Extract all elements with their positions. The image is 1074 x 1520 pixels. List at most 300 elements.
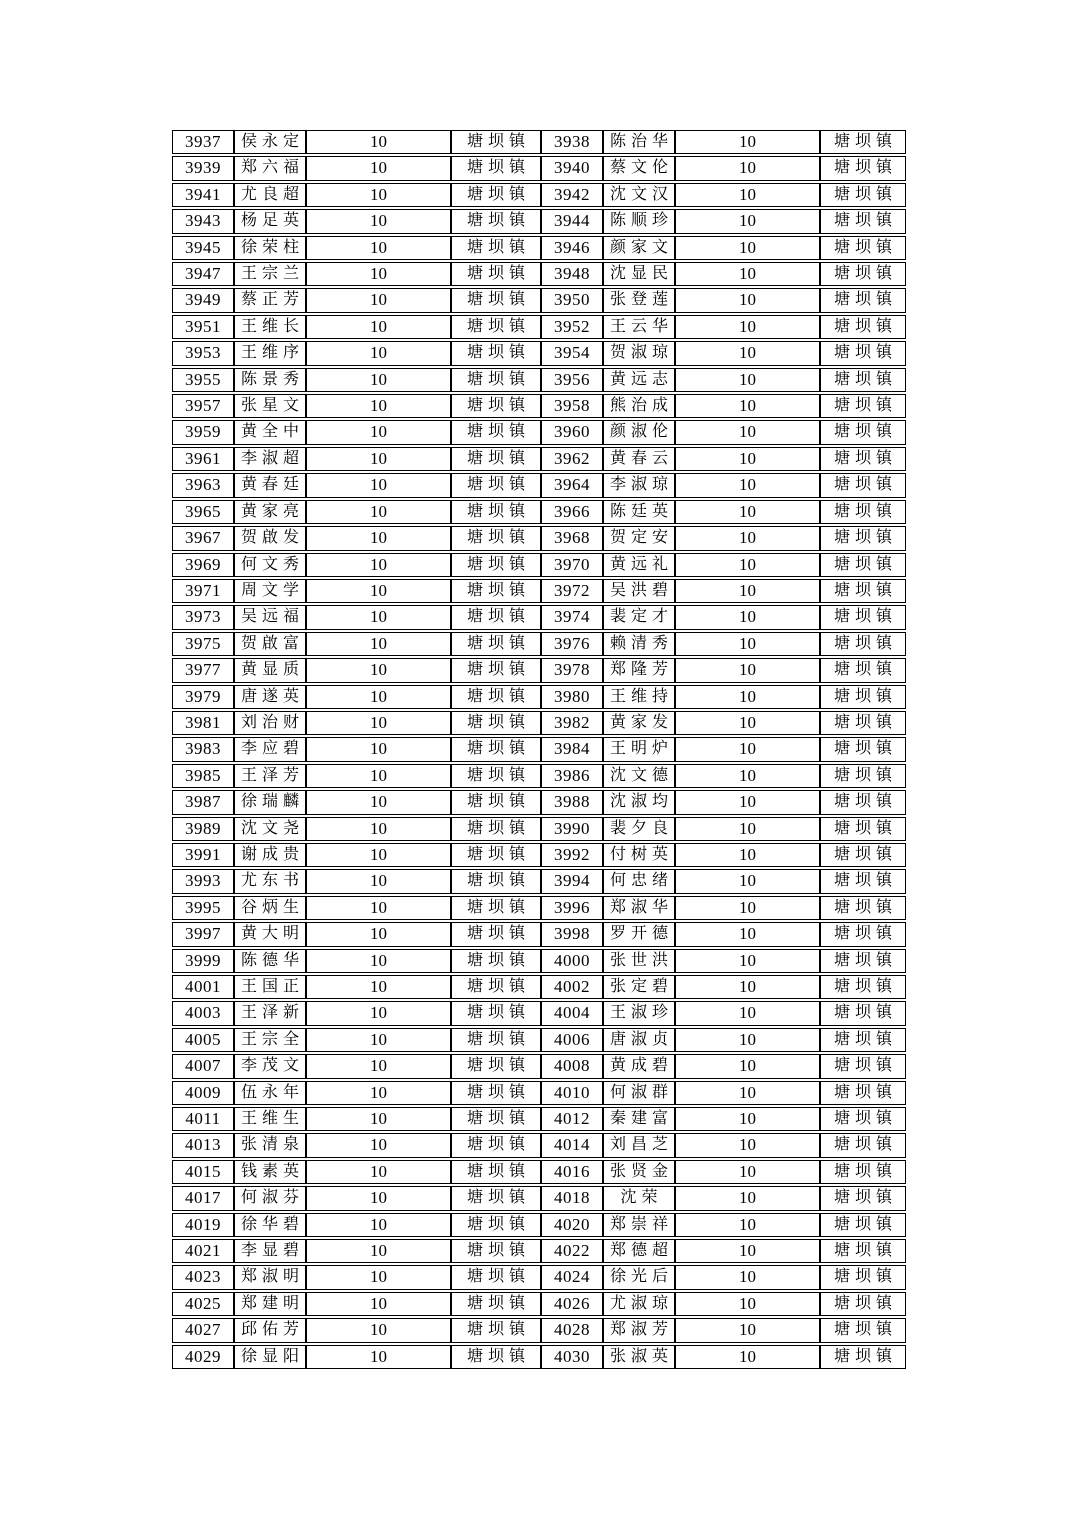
table-row bbox=[172, 526, 906, 550]
person-name-right: 郑隆芳 bbox=[603, 658, 675, 682]
amount-right: 10 bbox=[675, 500, 820, 524]
person-name-right: 付树英 bbox=[603, 843, 675, 867]
person-name-left: 蔡正芳 bbox=[234, 288, 306, 312]
table-row bbox=[172, 711, 906, 735]
town-left: 塘坝镇 bbox=[451, 420, 541, 444]
town-left: 塘坝镇 bbox=[451, 817, 541, 841]
town-right: 塘坝镇 bbox=[820, 1133, 906, 1157]
person-name-right: 黄远礼 bbox=[603, 553, 675, 577]
town-right: 塘坝镇 bbox=[820, 236, 906, 260]
serial-number-left: 4029 bbox=[172, 1345, 234, 1369]
table-row bbox=[172, 843, 906, 867]
amount-right: 10 bbox=[675, 869, 820, 893]
amount-left: 10 bbox=[306, 896, 451, 920]
person-name-right: 郑淑芳 bbox=[603, 1318, 675, 1342]
serial-number-left: 3993 bbox=[172, 869, 234, 893]
serial-number-right: 4002 bbox=[541, 975, 603, 999]
person-name-left: 陈德华 bbox=[234, 949, 306, 973]
amount-left: 10 bbox=[306, 236, 451, 260]
serial-number-right: 3968 bbox=[541, 526, 603, 550]
person-name-right: 黄远志 bbox=[603, 368, 675, 392]
town-right: 塘坝镇 bbox=[820, 790, 906, 814]
person-name-right: 张定碧 bbox=[603, 975, 675, 999]
amount-left: 10 bbox=[306, 975, 451, 999]
amount-right: 10 bbox=[675, 685, 820, 709]
table-row bbox=[172, 975, 906, 999]
serial-number-right: 3938 bbox=[541, 130, 603, 154]
amount-left: 10 bbox=[306, 156, 451, 180]
town-right: 塘坝镇 bbox=[820, 869, 906, 893]
serial-number-left: 3981 bbox=[172, 711, 234, 735]
table-row bbox=[172, 1081, 906, 1105]
amount-right: 10 bbox=[675, 1054, 820, 1078]
amount-right: 10 bbox=[675, 579, 820, 603]
serial-number-right: 3972 bbox=[541, 579, 603, 603]
serial-number-left: 3941 bbox=[172, 183, 234, 207]
person-name-right: 裴夕良 bbox=[603, 817, 675, 841]
person-name-right: 王淑珍 bbox=[603, 1001, 675, 1025]
town-right: 塘坝镇 bbox=[820, 737, 906, 761]
serial-number-left: 4007 bbox=[172, 1054, 234, 1078]
amount-left: 10 bbox=[306, 262, 451, 286]
amount-right: 10 bbox=[675, 1345, 820, 1369]
town-right: 塘坝镇 bbox=[820, 1345, 906, 1369]
town-left: 塘坝镇 bbox=[451, 288, 541, 312]
town-right: 塘坝镇 bbox=[820, 579, 906, 603]
person-name-left: 张星文 bbox=[234, 394, 306, 418]
town-left: 塘坝镇 bbox=[451, 869, 541, 893]
table-row bbox=[172, 500, 906, 524]
serial-number-right: 3944 bbox=[541, 209, 603, 233]
person-name-left: 周文学 bbox=[234, 579, 306, 603]
serial-number-right: 3948 bbox=[541, 262, 603, 286]
person-name-right: 张世洪 bbox=[603, 949, 675, 973]
amount-left: 10 bbox=[306, 341, 451, 365]
serial-number-left: 3943 bbox=[172, 209, 234, 233]
table-row bbox=[172, 817, 906, 841]
serial-number-left: 4025 bbox=[172, 1292, 234, 1316]
town-right: 塘坝镇 bbox=[820, 368, 906, 392]
town-left: 塘坝镇 bbox=[451, 447, 541, 471]
person-name-left: 王泽新 bbox=[234, 1001, 306, 1025]
amount-left: 10 bbox=[306, 1133, 451, 1157]
person-name-right: 王维持 bbox=[603, 685, 675, 709]
town-left: 塘坝镇 bbox=[451, 843, 541, 867]
town-right: 塘坝镇 bbox=[820, 1213, 906, 1237]
amount-left: 10 bbox=[306, 420, 451, 444]
person-name-left: 徐华碧 bbox=[234, 1213, 306, 1237]
amount-right: 10 bbox=[675, 341, 820, 365]
table-row bbox=[172, 1028, 906, 1052]
table-row bbox=[172, 315, 906, 339]
serial-number-left: 4003 bbox=[172, 1001, 234, 1025]
serial-number-left: 3987 bbox=[172, 790, 234, 814]
table-row bbox=[172, 183, 906, 207]
town-right: 塘坝镇 bbox=[820, 1318, 906, 1342]
amount-left: 10 bbox=[306, 1265, 451, 1289]
amount-left: 10 bbox=[306, 209, 451, 233]
amount-left: 10 bbox=[306, 183, 451, 207]
serial-number-right: 3998 bbox=[541, 922, 603, 946]
town-right: 塘坝镇 bbox=[820, 764, 906, 788]
amount-left: 10 bbox=[306, 1318, 451, 1342]
town-right: 塘坝镇 bbox=[820, 420, 906, 444]
town-left: 塘坝镇 bbox=[451, 156, 541, 180]
table-row bbox=[172, 790, 906, 814]
person-name-left: 王宗兰 bbox=[234, 262, 306, 286]
amount-left: 10 bbox=[306, 817, 451, 841]
serial-number-left: 3983 bbox=[172, 737, 234, 761]
town-left: 塘坝镇 bbox=[451, 949, 541, 973]
serial-number-right: 3984 bbox=[541, 737, 603, 761]
person-name-right: 张贤金 bbox=[603, 1160, 675, 1184]
person-name-right: 刘昌芝 bbox=[603, 1133, 675, 1157]
serial-number-left: 4021 bbox=[172, 1239, 234, 1263]
town-right: 塘坝镇 bbox=[820, 209, 906, 233]
town-right: 塘坝镇 bbox=[820, 341, 906, 365]
town-left: 塘坝镇 bbox=[451, 368, 541, 392]
person-name-left: 郑六福 bbox=[234, 156, 306, 180]
amount-left: 10 bbox=[306, 1081, 451, 1105]
person-name-left: 侯永定 bbox=[234, 130, 306, 154]
serial-number-left: 3959 bbox=[172, 420, 234, 444]
person-name-right: 陈廷英 bbox=[603, 500, 675, 524]
amount-right: 10 bbox=[675, 764, 820, 788]
serial-number-left: 3975 bbox=[172, 632, 234, 656]
amount-left: 10 bbox=[306, 764, 451, 788]
town-right: 塘坝镇 bbox=[820, 896, 906, 920]
serial-number-left: 3949 bbox=[172, 288, 234, 312]
table-row bbox=[172, 764, 906, 788]
serial-number-left: 4009 bbox=[172, 1081, 234, 1105]
amount-left: 10 bbox=[306, 1239, 451, 1263]
amount-right: 10 bbox=[675, 447, 820, 471]
person-name-left: 张清泉 bbox=[234, 1133, 306, 1157]
town-left: 塘坝镇 bbox=[451, 1028, 541, 1052]
town-left: 塘坝镇 bbox=[451, 209, 541, 233]
amount-left: 10 bbox=[306, 869, 451, 893]
town-left: 塘坝镇 bbox=[451, 1160, 541, 1184]
amount-left: 10 bbox=[306, 130, 451, 154]
person-name-right: 何忠绪 bbox=[603, 869, 675, 893]
serial-number-left: 3953 bbox=[172, 341, 234, 365]
person-name-right: 秦建富 bbox=[603, 1107, 675, 1131]
roster-table-body bbox=[172, 130, 906, 1369]
person-name-right: 沈显民 bbox=[603, 262, 675, 286]
person-name-left: 黄大明 bbox=[234, 922, 306, 946]
town-right: 塘坝镇 bbox=[820, 262, 906, 286]
amount-right: 10 bbox=[675, 1028, 820, 1052]
town-left: 塘坝镇 bbox=[451, 579, 541, 603]
person-name-right: 颜淑伦 bbox=[603, 420, 675, 444]
town-right: 塘坝镇 bbox=[820, 711, 906, 735]
serial-number-left: 3985 bbox=[172, 764, 234, 788]
person-name-left: 陈景秀 bbox=[234, 368, 306, 392]
town-left: 塘坝镇 bbox=[451, 1054, 541, 1078]
town-left: 塘坝镇 bbox=[451, 394, 541, 418]
table-row bbox=[172, 896, 906, 920]
person-name-left: 郑建明 bbox=[234, 1292, 306, 1316]
serial-number-left: 3979 bbox=[172, 685, 234, 709]
serial-number-right: 4024 bbox=[541, 1265, 603, 1289]
serial-number-right: 4018 bbox=[541, 1186, 603, 1210]
person-name-left: 李应碧 bbox=[234, 737, 306, 761]
table-row bbox=[172, 1239, 906, 1263]
serial-number-left: 4023 bbox=[172, 1265, 234, 1289]
amount-left: 10 bbox=[306, 526, 451, 550]
serial-number-right: 3964 bbox=[541, 473, 603, 497]
table-row bbox=[172, 658, 906, 682]
amount-left: 10 bbox=[306, 500, 451, 524]
person-name-right: 张淑英 bbox=[603, 1345, 675, 1369]
person-name-left: 黄春廷 bbox=[234, 473, 306, 497]
person-name-right: 吴洪碧 bbox=[603, 579, 675, 603]
amount-right: 10 bbox=[675, 605, 820, 629]
person-name-left: 黄全中 bbox=[234, 420, 306, 444]
table-row bbox=[172, 130, 906, 154]
table-row bbox=[172, 737, 906, 761]
amount-right: 10 bbox=[675, 1186, 820, 1210]
amount-left: 10 bbox=[306, 1054, 451, 1078]
amount-left: 10 bbox=[306, 553, 451, 577]
person-name-right: 裴定才 bbox=[603, 605, 675, 629]
table-row bbox=[172, 922, 906, 946]
person-name-left: 王维长 bbox=[234, 315, 306, 339]
person-name-right: 黄成碧 bbox=[603, 1054, 675, 1078]
person-name-right: 沈淑均 bbox=[603, 790, 675, 814]
person-name-right: 何淑群 bbox=[603, 1081, 675, 1105]
serial-number-left: 3977 bbox=[172, 658, 234, 682]
amount-right: 10 bbox=[675, 896, 820, 920]
table-row bbox=[172, 685, 906, 709]
amount-left: 10 bbox=[306, 1345, 451, 1369]
amount-right: 10 bbox=[675, 949, 820, 973]
town-right: 塘坝镇 bbox=[820, 658, 906, 682]
person-name-left: 黄显质 bbox=[234, 658, 306, 682]
amount-left: 10 bbox=[306, 711, 451, 735]
amount-right: 10 bbox=[675, 632, 820, 656]
town-left: 塘坝镇 bbox=[451, 553, 541, 577]
serial-number-left: 3995 bbox=[172, 896, 234, 920]
amount-left: 10 bbox=[306, 922, 451, 946]
serial-number-left: 4005 bbox=[172, 1028, 234, 1052]
table-row bbox=[172, 1213, 906, 1237]
amount-right: 10 bbox=[675, 1081, 820, 1105]
person-name-left: 谢成贵 bbox=[234, 843, 306, 867]
person-name-left: 王国正 bbox=[234, 975, 306, 999]
table-row bbox=[172, 1186, 906, 1210]
town-left: 塘坝镇 bbox=[451, 236, 541, 260]
serial-number-right: 3962 bbox=[541, 447, 603, 471]
amount-right: 10 bbox=[675, 1265, 820, 1289]
serial-number-left: 3997 bbox=[172, 922, 234, 946]
serial-number-left: 3963 bbox=[172, 473, 234, 497]
person-name-left: 何淑芬 bbox=[234, 1186, 306, 1210]
town-left: 塘坝镇 bbox=[451, 1292, 541, 1316]
table-row bbox=[172, 420, 906, 444]
town-right: 塘坝镇 bbox=[820, 1186, 906, 1210]
person-name-right: 王云华 bbox=[603, 315, 675, 339]
amount-left: 10 bbox=[306, 685, 451, 709]
roster-table bbox=[172, 128, 906, 1371]
town-left: 塘坝镇 bbox=[451, 764, 541, 788]
amount-left: 10 bbox=[306, 368, 451, 392]
town-right: 塘坝镇 bbox=[820, 843, 906, 867]
town-right: 塘坝镇 bbox=[820, 130, 906, 154]
town-left: 塘坝镇 bbox=[451, 975, 541, 999]
town-left: 塘坝镇 bbox=[451, 315, 541, 339]
town-left: 塘坝镇 bbox=[451, 1213, 541, 1237]
town-right: 塘坝镇 bbox=[820, 1081, 906, 1105]
person-name-left: 黄家亮 bbox=[234, 500, 306, 524]
amount-left: 10 bbox=[306, 1001, 451, 1025]
serial-number-right: 4000 bbox=[541, 949, 603, 973]
serial-number-left: 3945 bbox=[172, 236, 234, 260]
serial-number-left: 3937 bbox=[172, 130, 234, 154]
person-name-right: 颜家文 bbox=[603, 236, 675, 260]
amount-left: 10 bbox=[306, 632, 451, 656]
table-row bbox=[172, 368, 906, 392]
person-name-left: 伍永年 bbox=[234, 1081, 306, 1105]
town-left: 塘坝镇 bbox=[451, 711, 541, 735]
serial-number-right: 4028 bbox=[541, 1318, 603, 1342]
amount-right: 10 bbox=[675, 817, 820, 841]
serial-number-left: 3971 bbox=[172, 579, 234, 603]
amount-right: 10 bbox=[675, 526, 820, 550]
amount-right: 10 bbox=[675, 156, 820, 180]
serial-number-right: 4012 bbox=[541, 1107, 603, 1131]
amount-left: 10 bbox=[306, 473, 451, 497]
serial-number-left: 3973 bbox=[172, 605, 234, 629]
person-name-right: 陈治华 bbox=[603, 130, 675, 154]
town-left: 塘坝镇 bbox=[451, 896, 541, 920]
table-row bbox=[172, 262, 906, 286]
serial-number-left: 3957 bbox=[172, 394, 234, 418]
town-left: 塘坝镇 bbox=[451, 1345, 541, 1369]
table-row bbox=[172, 1054, 906, 1078]
table-row bbox=[172, 447, 906, 471]
person-name-left: 李显碧 bbox=[234, 1239, 306, 1263]
table-row bbox=[172, 949, 906, 973]
serial-number-left: 3965 bbox=[172, 500, 234, 524]
table-row bbox=[172, 579, 906, 603]
town-left: 塘坝镇 bbox=[451, 632, 541, 656]
person-name-right: 郑崇祥 bbox=[603, 1213, 675, 1237]
table-row bbox=[172, 156, 906, 180]
town-right: 塘坝镇 bbox=[820, 605, 906, 629]
person-name-left: 徐显阳 bbox=[234, 1345, 306, 1369]
town-left: 塘坝镇 bbox=[451, 1081, 541, 1105]
amount-right: 10 bbox=[675, 1292, 820, 1316]
serial-number-left: 3951 bbox=[172, 315, 234, 339]
serial-number-right: 3942 bbox=[541, 183, 603, 207]
person-name-right: 黄家发 bbox=[603, 711, 675, 735]
serial-number-right: 4006 bbox=[541, 1028, 603, 1052]
town-left: 塘坝镇 bbox=[451, 790, 541, 814]
amount-right: 10 bbox=[675, 1318, 820, 1342]
serial-number-right: 3960 bbox=[541, 420, 603, 444]
amount-left: 10 bbox=[306, 315, 451, 339]
person-name-left: 尤良超 bbox=[234, 183, 306, 207]
roster-table-container bbox=[172, 128, 906, 1371]
person-name-left: 王宗全 bbox=[234, 1028, 306, 1052]
table-row bbox=[172, 1160, 906, 1184]
amount-left: 10 bbox=[306, 737, 451, 761]
table-row bbox=[172, 1265, 906, 1289]
table-row bbox=[172, 341, 906, 365]
serial-number-right: 3940 bbox=[541, 156, 603, 180]
serial-number-right: 3974 bbox=[541, 605, 603, 629]
town-right: 塘坝镇 bbox=[820, 1107, 906, 1131]
amount-left: 10 bbox=[306, 658, 451, 682]
town-left: 塘坝镇 bbox=[451, 737, 541, 761]
table-row bbox=[172, 1001, 906, 1025]
town-right: 塘坝镇 bbox=[820, 1054, 906, 1078]
person-name-left: 李茂文 bbox=[234, 1054, 306, 1078]
table-row bbox=[172, 605, 906, 629]
person-name-right: 陈顺珍 bbox=[603, 209, 675, 233]
person-name-right: 沈文德 bbox=[603, 764, 675, 788]
town-right: 塘坝镇 bbox=[820, 394, 906, 418]
person-name-left: 沈文尧 bbox=[234, 817, 306, 841]
person-name-left: 郑淑明 bbox=[234, 1265, 306, 1289]
serial-number-left: 3967 bbox=[172, 526, 234, 550]
amount-right: 10 bbox=[675, 130, 820, 154]
serial-number-right: 4020 bbox=[541, 1213, 603, 1237]
table-row bbox=[172, 1318, 906, 1342]
amount-right: 10 bbox=[675, 1213, 820, 1237]
person-name-right: 李淑琼 bbox=[603, 473, 675, 497]
person-name-right: 唐淑贞 bbox=[603, 1028, 675, 1052]
person-name-left: 贺啟富 bbox=[234, 632, 306, 656]
person-name-right: 徐光后 bbox=[603, 1265, 675, 1289]
amount-left: 10 bbox=[306, 394, 451, 418]
person-name-left: 徐瑞麟 bbox=[234, 790, 306, 814]
amount-left: 10 bbox=[306, 1160, 451, 1184]
town-right: 塘坝镇 bbox=[820, 526, 906, 550]
table-row bbox=[172, 553, 906, 577]
town-right: 塘坝镇 bbox=[820, 949, 906, 973]
person-name-left: 何文秀 bbox=[234, 553, 306, 577]
serial-number-right: 3994 bbox=[541, 869, 603, 893]
amount-right: 10 bbox=[675, 209, 820, 233]
serial-number-right: 3980 bbox=[541, 685, 603, 709]
town-left: 塘坝镇 bbox=[451, 1133, 541, 1157]
amount-left: 10 bbox=[306, 288, 451, 312]
serial-number-left: 3961 bbox=[172, 447, 234, 471]
person-name-right: 熊治成 bbox=[603, 394, 675, 418]
town-right: 塘坝镇 bbox=[820, 447, 906, 471]
serial-number-right: 4014 bbox=[541, 1133, 603, 1157]
serial-number-left: 4013 bbox=[172, 1133, 234, 1157]
person-name-left: 李淑超 bbox=[234, 447, 306, 471]
table-row bbox=[172, 209, 906, 233]
person-name-left: 刘治财 bbox=[234, 711, 306, 735]
person-name-left: 王维生 bbox=[234, 1107, 306, 1131]
serial-number-left: 4001 bbox=[172, 975, 234, 999]
town-left: 塘坝镇 bbox=[451, 922, 541, 946]
amount-left: 10 bbox=[306, 605, 451, 629]
table-row bbox=[172, 632, 906, 656]
person-name-right: 沈荣 bbox=[603, 1186, 675, 1210]
town-right: 塘坝镇 bbox=[820, 288, 906, 312]
town-right: 塘坝镇 bbox=[820, 632, 906, 656]
person-name-left: 吴远福 bbox=[234, 605, 306, 629]
serial-number-right: 4016 bbox=[541, 1160, 603, 1184]
serial-number-left: 3955 bbox=[172, 368, 234, 392]
person-name-right: 罗开德 bbox=[603, 922, 675, 946]
person-name-right: 王明炉 bbox=[603, 737, 675, 761]
